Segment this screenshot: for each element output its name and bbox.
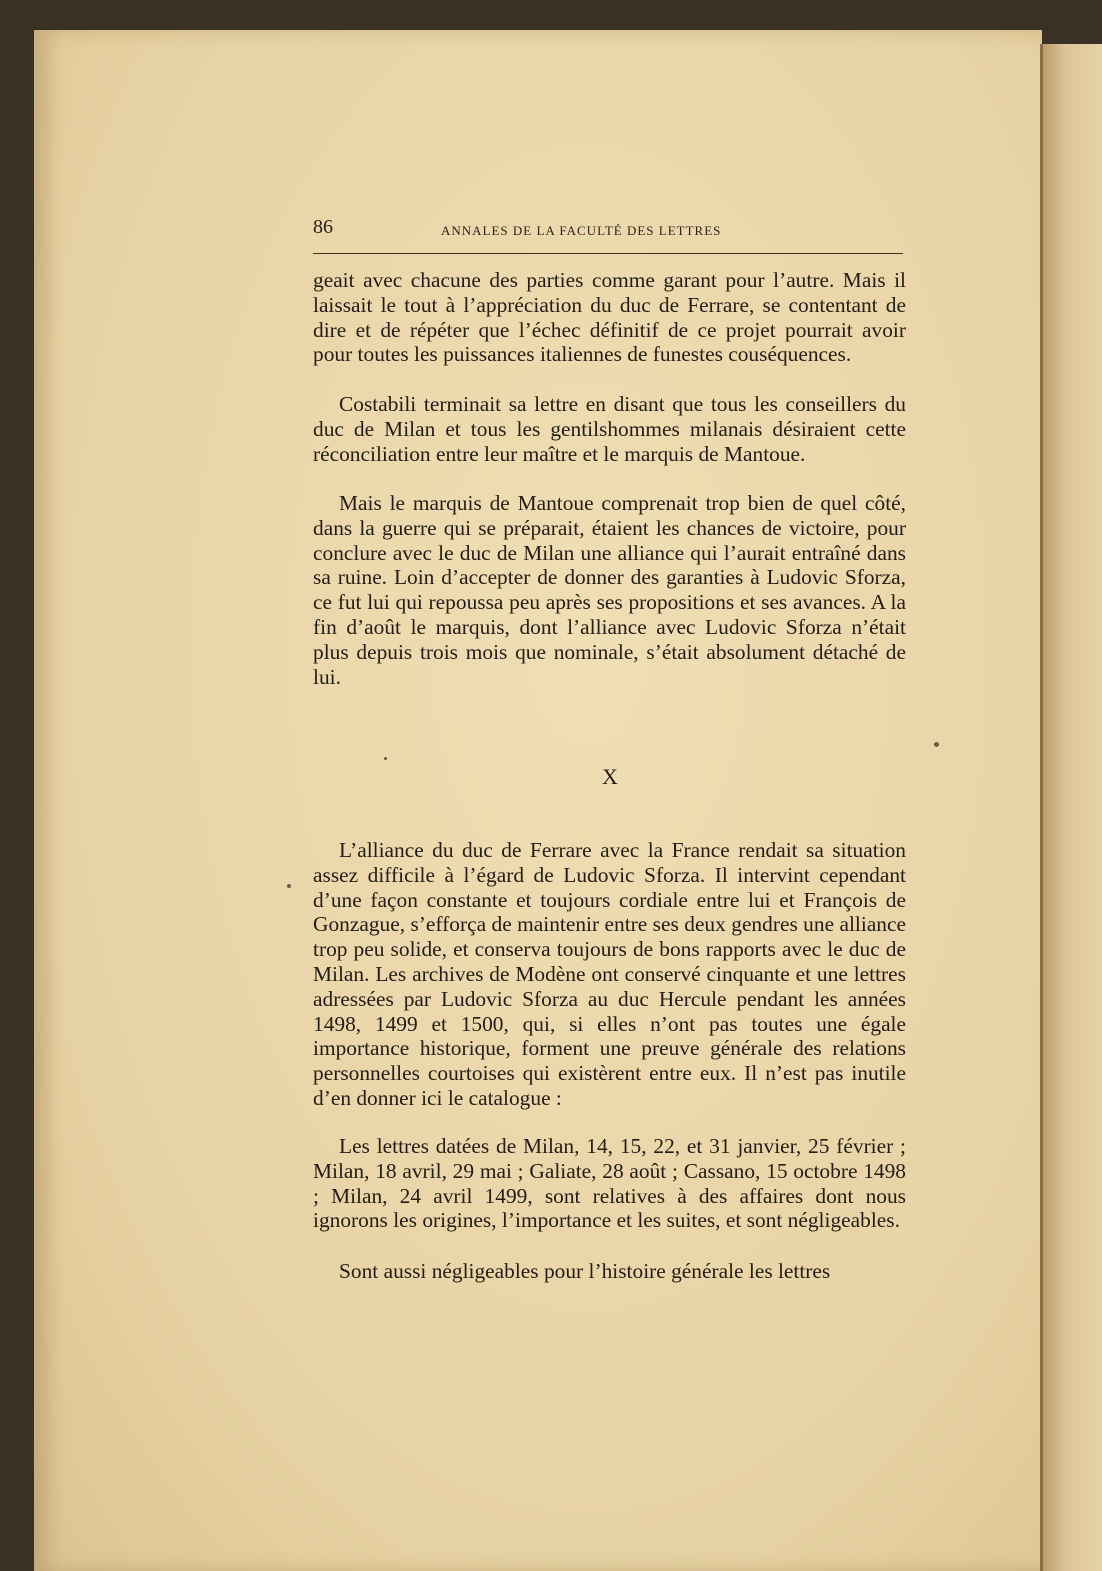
paragraph-4: L’alliance du duc de Ferrare avec la France rendait sa situation assez difficile à l’égard de Ludovic Sforza. Il intervint cependant d’une façon constante et toujours cordiale entre lui et François de Gonzague, s’efforça de maintenir entre ses deux gendres une alliance trop peu solide, et conserva toujours de bons rapports avec le duc de Milan. Les archives de Modène ont conservé cinquante et une lettres adressées par Ludovic Sforza au duc Hercule pendant les années 1498, 1499 et 1500, qui, si elles n’ont pas toutes une égale importance historique, forment une preuve générale des relations personnelles courtoises qui existèrent entre eux. Il n’est pas inutile d’en donner ici le catalogue : (313, 838, 906, 1110)
paragraph-2: Costabili terminait sa lettre en disant que tous les conseillers du duc de Milan et tous les gentilshommes milanais désiraient cette réconciliation entre leur maître et le marquis de Mantoue. (313, 392, 906, 466)
page-number: 86 (313, 216, 333, 238)
paragraph-6: Sont aussi négligeables pour l’histoire générale les lettres (339, 1259, 831, 1283)
header-rule (313, 253, 903, 254)
paper-speck (934, 742, 939, 747)
paragraph-1: geait avec chacune des parties comme garant pour l’autre. Mais il laissait le tout à l’appréciation du duc de Ferrare, se contentant de dire et de répéter que l’échec définitif de ce projet pourrait avoir pour toutes les puissances italiennes de funestes couséquences. (313, 268, 906, 367)
book-page (34, 30, 1042, 1571)
gutter-line (1040, 44, 1043, 1571)
paragraph-5: Les lettres datées de Milan, 14, 15, 22, et 31 janvier, 25 février ; Milan, 18 avril, 29 mai ; Galiate, 28 août ; Cassano, 15 octobre 1498 ; Milan, 24 avril 1499, sont relatives à des affaires dont nous ignorons les origines, l’importance et les suites, et sont négligeables. (313, 1134, 906, 1233)
paragraph-3: Mais le marquis de Mantoue comprenait trop bien de quel côté, dans la guerre qui se préparait, étaient les chances de victoire, pour conclure avec le duc de Milan une alliance qui l’aurait entraîné dans sa ruine. Loin d’accepter de donner des garanties à Ludovic Sforza, ce fut lui qui repoussa peu après ses propositions et ses avances. A la fin d’août le marquis, dont l’alliance avec Ludovic Sforza n’était plus depuis trois mois que nominale, s’était absolument détaché de lui. (313, 491, 906, 689)
facing-page-edge (1042, 44, 1102, 1571)
running-head: ANNALES DE LA FACULTÉ DES LETTRES (441, 223, 722, 238)
paper-speck (287, 884, 291, 888)
section-heading: X (602, 764, 618, 789)
paper-speck (384, 757, 387, 760)
page-header (313, 216, 903, 248)
